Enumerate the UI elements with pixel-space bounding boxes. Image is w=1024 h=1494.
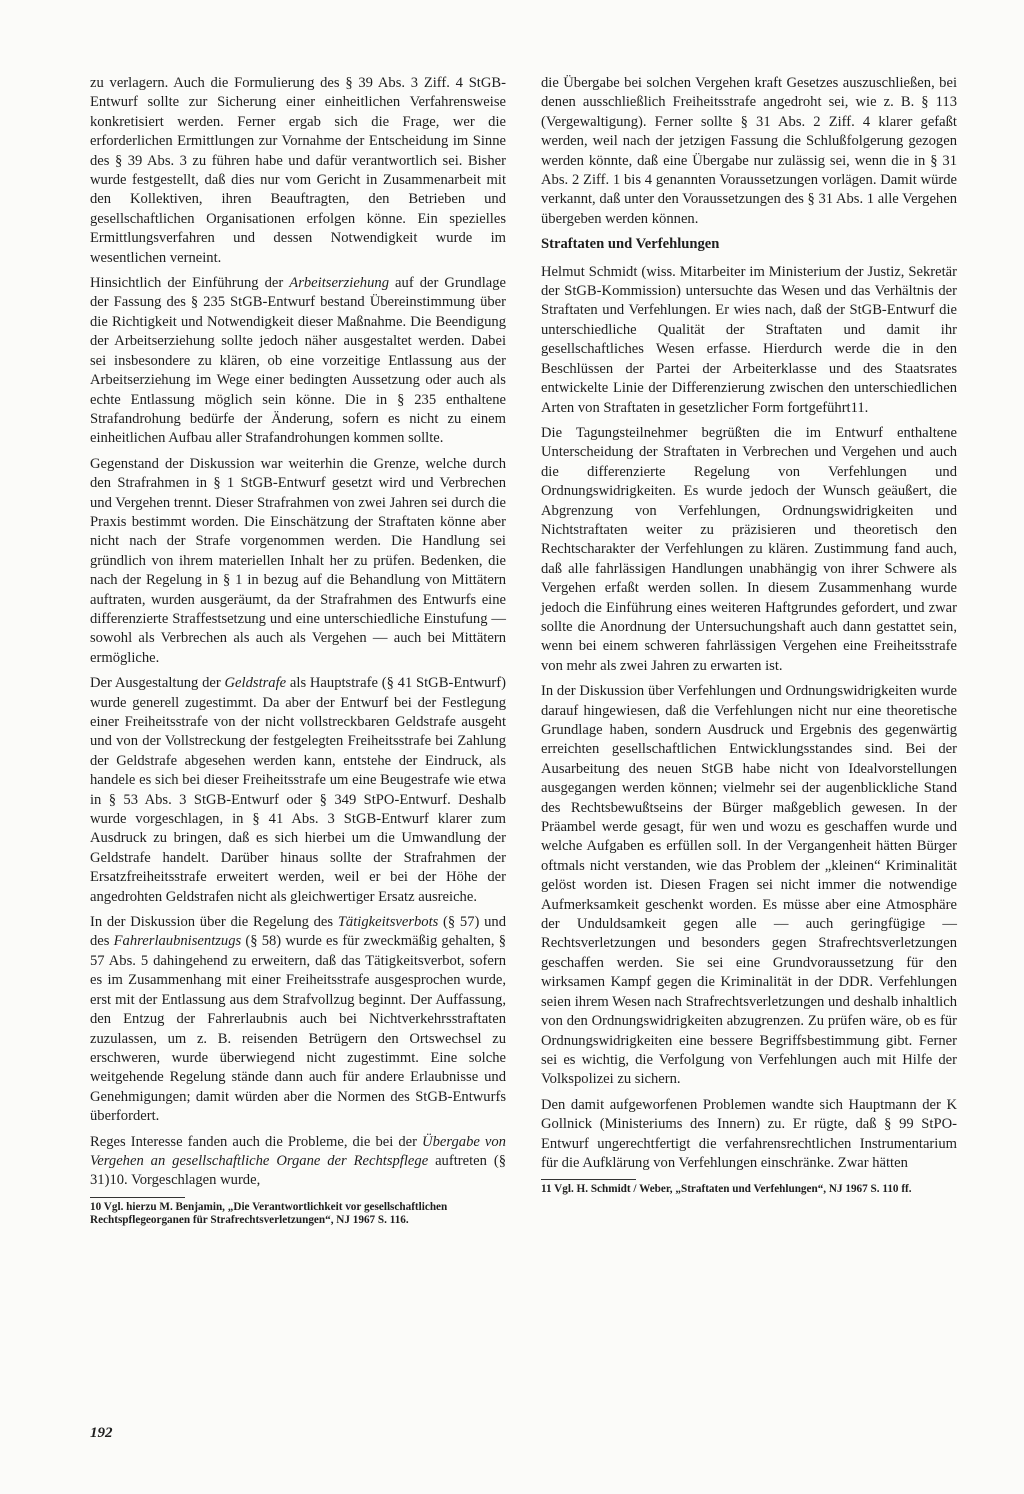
paragraph bbox=[90, 913, 506, 1126]
text-run: (§ 57) und des bbox=[90, 914, 506, 950]
paragraph: zu verlagern. Auch die Formulierung des § 39 Abs. 3 Ziff. 4 StGB-Entwurf sollte zur Sicherung einer einheitlichen Verfahrensweise konkretisiert werden. Ferner ergab sich die Frage, wer die erforderlichen Ermittlungen zur Vornahme der Entscheidung im Sinne des § 39 Abs. 3 zu führen habe und dafür verantwortlich sei. Bisher wurde festgestellt, daß dies nur vom Gericht in Zusammenarbeit mit den Kollektiven, ihren Beauftragten, den Betrieben und gesellschaftlichen Organisationen erfolgen könne. Ein spezielles Ermittlungsverfahren und dessen Notwendigkeit wurde im wesentlichen verneint. bbox=[90, 75, 506, 266]
emphasis: Geldstrafe bbox=[224, 675, 287, 692]
text-run: In der Diskussion über die Regelung des bbox=[90, 914, 338, 931]
paragraph: Den damit aufgeworfenen Problemen wandte sich Hauptmann der K Gollnick (Ministeriums des Innern) zu. Er rügte, daß § 99 StPO-Entwurf ungerechtfertigt die verfahrensrechtlichen Instrumentarium für die Aufklärung von Verfehlungen einschränke. Zwar hätten bbox=[541, 1096, 957, 1171]
paragraph: die Übergabe bei solchen Vergehen kraft Gesetzes auszuschließen, bei denen ausschließlich Freiheitsstrafe angedroht sei, wie z. B. § 113 (Vergewaltigung). Ferner sollte § 31 Abs. 2 Ziff. 4 klarer gefaßt werden, weil nach der jetzigen Fassung die Schlußfolgerung gezogen werden könnte, daß eine Übergabe nur zulässig sei, wenn die in § 31 Abs. 2 Ziff. 1 bis 4 genannten Voraussetzungen vorlägen. Damit würde verkannt, daß unter den Voraussetzungen des § 31 Abs. 1 alle Vergehen übergeben werden können. bbox=[541, 75, 957, 227]
text-run: Der Ausgestaltung der bbox=[90, 675, 225, 692]
footnote: 11 Vgl. H. Schmidt / Weber, „Straftaten und Verfehlungen“, NJ 1967 S. 110 ff. bbox=[541, 1183, 912, 1196]
text-run: Hinsichtlich der Einführung der bbox=[90, 275, 290, 292]
text-run: (§ 58) wurde es für zweckmäßig gehalten, § 57 Abs. 5 dahingehend zu erweitern, daß das Tätigkeitsverbot, sofern es im Zusammenhang mit einer Freiheitsstrafe ausgesprochen wurde, erst mit der Entlassung aus dem Strafvollzug beginnt. Der Auffassung, den Entzug der Fahrerlaubnis auch bei Nichtverkehrsstraftaten zuzulassen, um z. B. reisenden Betrügern den Ortswechsel zu erschweren, wurde überwiegend nicht zugestimmt. Eine solche weitgehende Regelung stände dann auch für andere Erlaubnisse und Genehmigungen; damit würden aber die Normen des StGB-Entwurfs überfordert. bbox=[90, 933, 506, 1125]
emphasis: Arbeitserziehung bbox=[289, 275, 389, 292]
paragraph: In der Diskussion über Verfehlungen und Ordnungswidrigkeiten wurde darauf hingewiesen, daß die Verfehlungen nicht nur eine theoretische Grundlage haben, sondern Ausdruck und Ergebnis des gegenwärtig erreichten gesellschaftlichen Entwicklungsstandes sind. Bei der Ausarbeitung des neuen StGB habe nicht von Idealvorstellungen ausgegangen werden können; vielmehr sei der augenblickliche Stand des Rechtsbewußtseins der Bürger maßgeblich gewesen. In der Präambel werde gesagt, für wen und wozu es geschaffen wurde und welche Aufgaben es erfüllen soll. In der Vergangenheit hätten Bürger oftmals nicht verstanden, wie das Problem der „kleinen“ Kriminalität gelöst worden ist. Diesen Fragen sei nicht immer die notwendige Aufmerksamkeit geschenkt worden. Es müsse aber eine Atmosphäre der Unduldsamkeit gegen alle — auch geringfügige — Rechtsverletzungen und besonders gegen Strafrechtsverletzungen geschaffen werden. Sie sei eine Grundvoraussetzung für den wirksamen Kampf gegen die Kriminalität in der DDR. Verfehlungen seien ihrem Wesen nach Strafrechtsverletzungen und deshalb inhaltlich von den Ordnungswidrigkeiten abzugrenzen. Zu prüfen wäre, ob es für Ordnungswidrigkeiten eine bessere Begriffsbestimmung gibt. Ferner sei es wichtig, die Verfolgung von Verfehlungen auch mit Hilfe der Volkspolizei zu sichern. bbox=[541, 683, 957, 1088]
text-run: als Hauptstrafe (§ 41 StGB-Entwurf) wurde generell zugestimmt. Da aber der Entwurf bei der Festlegung einer Freiheitsstrafe von der nicht vollstreckbaren Geldstrafe ausgeht und von der Vollstreckung der festgelegten Freiheitsstrafe bei Zahlung der Geldstrafe abgesehen werden kann, entstehe der Eindruck, als handele es sich bei dieser Freiheitsstrafe um eine Beugestrafe wie etwa in § 53 Abs. 3 StGB-Entwurf oder § 349 StPO-Entwurf. Deshalb wurde vorgeschlagen, in § 41 Abs. 3 StGB-Entwurf klarer zum Ausdruck zu bringen, daß es sich hierbei um die Umwandlung der Geldstrafe handelt. Darüber hinaus sollte der Strafrahmen der Ersatzfreiheitsstrafe erweitert werden, weil er bei der Höhe der angedrohten Geldstrafen nicht als gleichwertiger Ersatz ausreiche. bbox=[90, 675, 506, 905]
section-heading: Straftaten und Verfehlungen bbox=[541, 236, 720, 253]
paragraph: Helmut Schmidt (wiss. Mitarbeiter im Ministerium der Justiz, Sekretär der StGB-Kommission) untersuchte das Wesen und das Verhältnis der Straftaten und Verfehlungen. Er wies nach, daß der StGB-Entwurf die unterschiedliche Qualität der Straftaten und damit ihr gesellschaftliches Wesen erfasse. Hierdurch werde die in den Beschlüssen der Partei der Arbeiterklasse und des Staatsrates entwickelte Linie der Differenzierung zwischen den unterschiedlichen Arten von Straftaten in gesetzlicher Form fortgeführt11. bbox=[541, 263, 957, 416]
page-number: 192 bbox=[90, 1425, 113, 1441]
paragraph bbox=[90, 674, 506, 907]
footnote-divider bbox=[90, 1197, 185, 1198]
left-column bbox=[90, 74, 506, 1227]
right-column bbox=[541, 74, 957, 1196]
emphasis: Übergabe von Vergehen an gesellschaftliche Organe der Rechtspflege bbox=[90, 1133, 506, 1169]
text-run: auftreten (§ 31)10. Vorgeschlagen wurde, bbox=[90, 1152, 506, 1189]
paragraph bbox=[90, 1133, 506, 1191]
footnote: 10 Vgl. hierzu M. Benjamin, „Die Verantwortlichkeit vor gesellschaftlichen Rechtspflegeorganen für Strafrechtsverletzungen“, NJ 1967 S. 116. bbox=[90, 1200, 448, 1226]
paragraph: Gegenstand der Diskussion war weiterhin die Grenze, welche durch den Strafrahmen in § 1 StGB-Entwurf gesetzt wird und Verbrechen und Vergehen trennt. Dieser Strafrahmen von zwei Jahren sei durch die Praxis bestimmt worden. Die Einschätzung der Straftaten könne aber nicht nach der Strafe vorgenommen werden. Die Handlung sei gründlich von ihrem materiellen Inhalt her zu prüfen. Bedenken, die nach der Regelung in § 1 in bezug auf die Behandlung von Mittätern auftraten, wurden ausgeräumt, da der Strafrahmen des Entwurfs eine differenzierte Straffestsetzung und eine unterschiedliche Einstufung — sowohl als Verbrechen als auch als Vergehen — auch bei Mittätern ermögliche. bbox=[90, 455, 506, 666]
text-run: Reges Interesse fanden auch die Probleme, die bei der bbox=[90, 1133, 423, 1150]
paragraph bbox=[90, 274, 506, 449]
text-run: auf der Grundlage der Fassung des § 235 StGB-Entwurf bestand Übereinstimmung über die Richtigkeit und Notwendigkeit dieser Maßnahme. Die Beendigung der Arbeitserziehung sollte jedoch näher ausgestaltet werden. Dabei sei insbesondere zu klären, ob eine vorzeitige Entlassung aus der Arbeitserziehung im Wege einer bedingten Aussetzung oder auch als echte Entlassung möglich sein könne. Die in § 235 enthaltene Strafandrohung bedürfe der Änderung, sofern es nicht zu einem einheitlichen Aufbau aller Strafandrohungen kommen sollte. bbox=[90, 275, 507, 447]
emphasis: Tätigkeitsverbots bbox=[337, 914, 439, 931]
footnote-divider bbox=[541, 1179, 636, 1180]
emphasis: Fahrerlaubnisentzugs bbox=[113, 933, 242, 950]
paragraph: Die Tagungsteilnehmer begrüßten die im Entwurf enthaltene Unterscheidung der Straftaten in Verbrechen und Vergehen und auch die differenzierte Regelung von Verfehlungen und Ordnungswidrigkeiten. Es wurde jedoch der Wunsch geäußert, die Abgrenzung von Verfehlungen, Ordnungswidrigkeiten und Nichtstraftaten weiter zu präzisieren und theoretisch den Rechtscharakter der Verfehlungen zu klären. Zustimmung fand auch, daß alle fahrlässigen Handlungen unabhängig von ihrer Schwere als Vergehen erfaßt werden sollen. In diesem Zusammenhang wurde jedoch die Einführung eines weiteren Haftgrundes gefordert, und zwar sollte die Anordnung der Untersuchungshaft auch dann gestattet sein, wenn bei einem schweren fahrlässigen Vergehen eine Freiheitsstrafe von mehr als zwei Jahren zu erwarten ist. bbox=[541, 424, 957, 674]
